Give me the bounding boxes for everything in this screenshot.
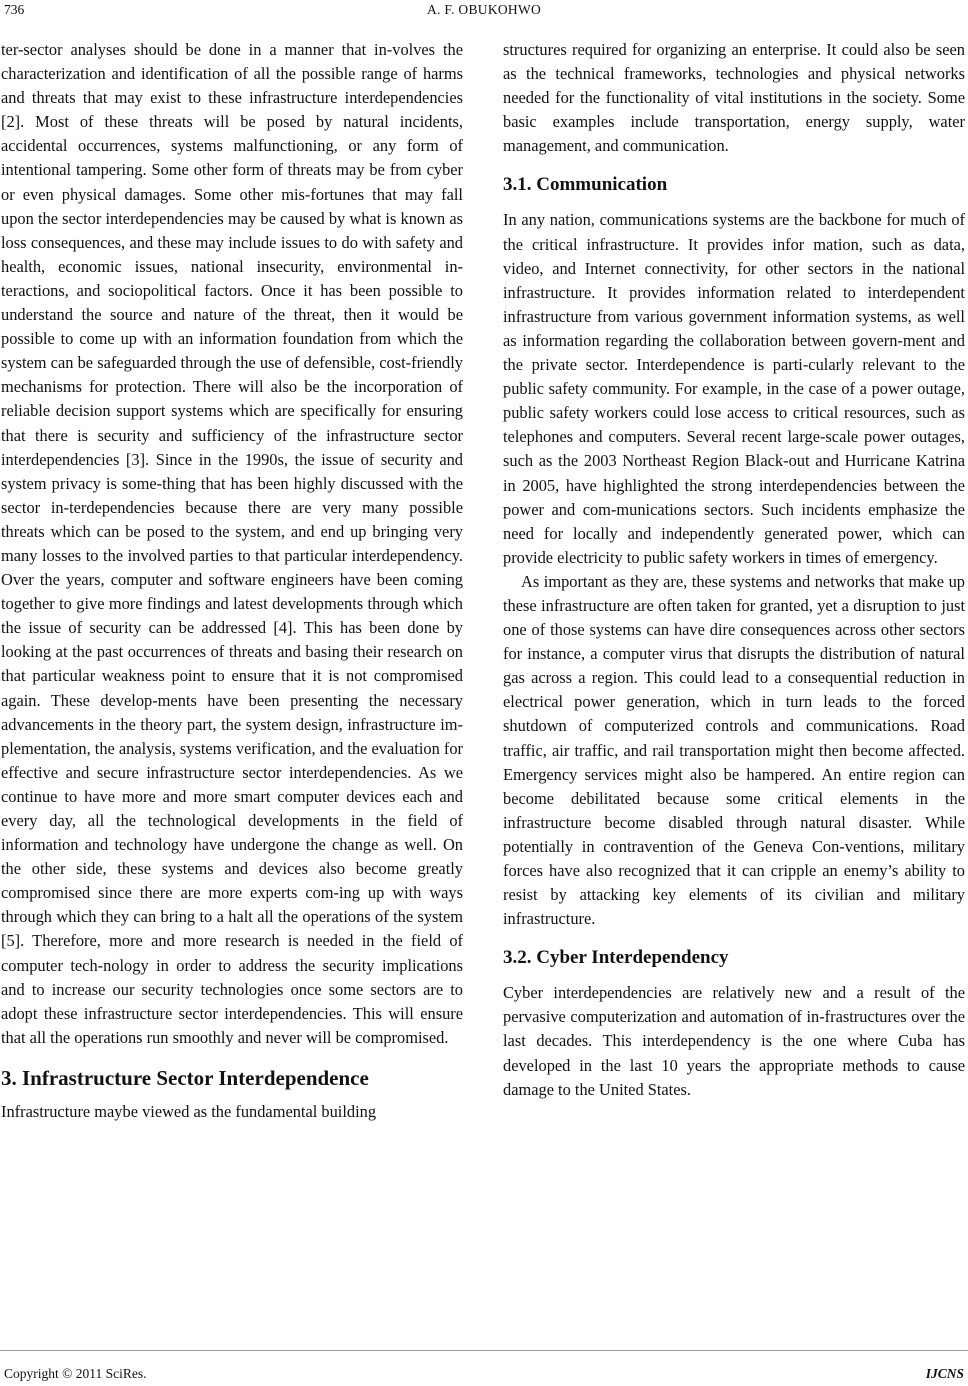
body-paragraph: In any nation, communications systems are the backbone for much of the critical infrastructure. It provides infor mation, such as data, video, and Internet connectivity, for other sectors in the national infrastructure. It provides information related to interdependent infrastructure from various government information systems, as well as information regarding the collaboration between govern-ment and the private sector. Interdependence is parti-cularly relevant to the public safety community. For example, in the case of a power outage, public safety workers could lose access to critical resources, such as telephones and computers. Several recent large-scale power outages, such as the 2003 Northeast Region Black-out and Hurricane Katrina in 2005, have highlighted the strong interdependencies between the power and com-munications sectors. Such incidents emphasize the need for locally and independently generated power, which can provide electricity to public safety workers in times of emergency. — [503, 210, 965, 567]
body-paragraph: structures required for organizing an enterprise. It could also be seen as the technical frameworks, technologies and physical networks needed for the functionality of vital institutions in the society. Some basic examples include transportation, energy supply, water management, and communication. — [503, 40, 965, 156]
page-footer — [0, 1360, 968, 1382]
body-paragraph: As important as they are, these systems and networks that make up these infrastructure are often taken for granted, yet a disruption to just one of those systems can have dire consequences across other sectors for instance, a computer virus that disrupts the distribution of natural gas across a region. This could lead to a consequential reduction in electrical power generation, which in turn leads to the forced shutdown of computerized controls and communications. Road traffic, air traffic, and rail transportation might then become affected. Emergency services might also be hampered. An entire region can become debilitated because some critical elements in the infrastructure become disabled through natural disaster. While potentially in contravention of the Geneva Con-ventions, military forces have also recognized that it can cripple an enemy’s ability to resist by attacking key elements of its civilian and military infrastructure. — [503, 571, 965, 929]
section-heading: 3. Infrastructure Sector Interdependence — [1, 1065, 369, 1090]
body-paragraph: ter-sector analyses should be done in a manner that in-volves the characterization and identification of all the possible range of harms and threats that may exist to these infrastructure interdependencies [2]. Most of these threats will be posed by natural incidents, accidental occurrences, systems malfunctioning, or any form of intentional tampering. Some other form of threats may be from cyber or even physical damages. Some other mis-fortunes that may fall upon the sector interdependencies may be caused by what is known as loss consequences, and these may include issues to do with safety and health, economic issues, national insecurity, environmental in-teractions, and sociopolitical factors. Once it has been possible to understand the source and nature of the threat, then it would be possible to come up with an information foundation from which the system can be safeguarded through the use of defensible, cost-friendly mechanisms for protection. There will also be the incorporation of reliable decision support systems which are specifically for ensuring that there is security and sufficiency of the infrastructure sector interdependencies [3]. Since in the 1990s, the issue of security and system privacy is some-thing that has been highly discussed with the sector in-terdependencies because there are very many possible threats which can be posed to the system, and end up bringing very many losses to the involved parties to that particular interdependency. Over the years, computer and software engineers have been coming together to give more findings and latest developments through which the issue of security can be addressed [4]. This has been done by looking at the past occurrences of threats and basing their research on that particular weakness point to ensure that it is not compromised again. These develop-ments have been presenting the necessary advancements in the theory part, the system design, infrastructure im-plementation, the analysis, systems verification, and the evaluation for effective and secure infrastructure sector interdependencies. As we continue to have more and more smart computer devices each and every day, all the technological developments in the field of information and technology have undergone the change as well. On the other side, these systems and devices also become greatly compromised since there are more experts com-ing up with ways through which they can bring to a halt all the operations of the system [5]. Therefore, more and more research is needed in the field of computer tech-nology in order to address the security implications and to increase our security technologies once some sectors are to adopt these infrastructure sector interdependencies. This will ensure that all the operations run smoothly and never will be compromised. — [1, 40, 463, 1047]
subsection-heading-cyber-interdependency: 3.2. Cyber Interdependency — [503, 947, 729, 969]
footer-rule — [0, 1350, 968, 1351]
left-column — [1, 38, 463, 1124]
copyright-notice: Copyright © 2011 SciRes. — [4, 1366, 147, 1381]
page-header — [0, 0, 968, 24]
body-paragraph: Infrastructure maybe viewed as the fundamental building — [1, 1101, 377, 1121]
page-number: 736 — [4, 2, 25, 17]
running-head-author: A. F. OBUKOHWO — [426, 2, 542, 17]
body-paragraph: Cyber interdependencies are relatively new and a result of the pervasive computerization and automation of in-frastructures over the last decades. This interdependency is the one where Cuba has developed in the last 10 years the appropriate methods to cause damage to the United States. — [503, 983, 965, 1099]
journal-abbreviation: IJCNS — [925, 1366, 964, 1381]
subsection-heading-communication: 3.1. Communication — [503, 174, 668, 196]
right-column — [503, 38, 965, 1102]
